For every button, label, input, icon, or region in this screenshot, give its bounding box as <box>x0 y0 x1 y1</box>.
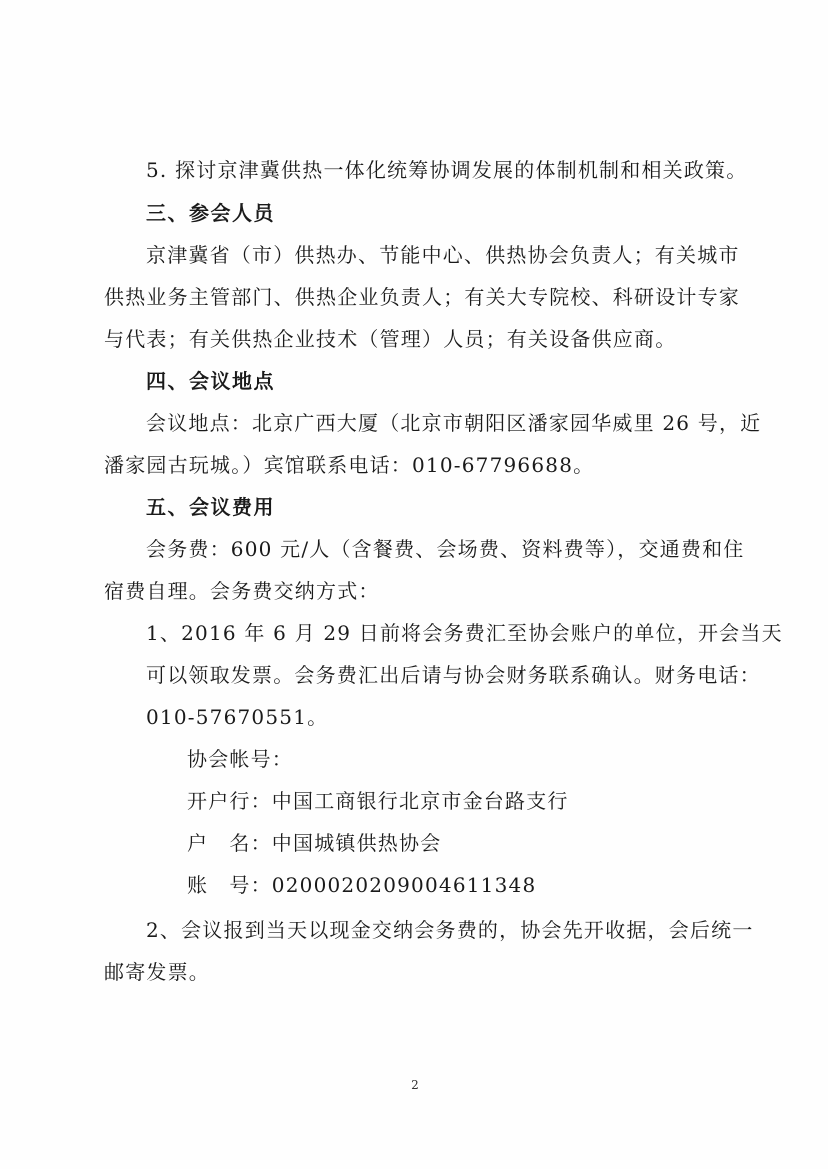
payment-item-2-line-2: 邮寄发票。 <box>104 960 210 984</box>
payment-item-1-line-2: 可以领取发票。会务费汇出后请与协会财务联系确认。财务电话： <box>146 663 761 687</box>
attendees-paragraph-line-2: 供热业务主管部门、供热企业负责人；有关大专院校、科研设计专家 <box>104 285 740 309</box>
venue-paragraph-line-1: 会议地点：北京广西大厦（北京市朝阳区潘家园华威里 26 号，近 <box>146 411 762 435</box>
bank-account-label: 协会帐号： <box>187 747 293 771</box>
section-heading-attendees: 三、参会人员 <box>146 201 275 225</box>
page-number: 2 <box>411 1078 419 1092</box>
fees-paragraph-line-1: 会务费：600 元/人（含餐费、会场费、资料费等），交通费和住 <box>146 537 745 561</box>
venue-paragraph-line-2: 潘家园古玩城。）宾馆联系电话：010-67796688。 <box>104 453 595 477</box>
attendees-paragraph-line-1: 京津冀省（市）供热办、节能中心、供热协会负责人；有关城市 <box>146 243 740 267</box>
payment-item-1-line-1: 1、2016 年 6 月 29 日前将会务费汇至协会账户的单位，开会当天 <box>146 621 783 645</box>
attendees-paragraph-line-3: 与代表；有关供热企业技术（管理）人员；有关设备供应商。 <box>104 327 677 351</box>
account-number-line: 账 号：0200020209004611348 <box>187 873 537 897</box>
paragraph-item-5-policy: 5. 探讨京津冀供热一体化统筹协调发展的体制机制和相关政策。 <box>146 158 748 182</box>
payment-item-1-line-3: 010-57670551。 <box>146 705 329 729</box>
section-heading-venue: 四、会议地点 <box>146 369 275 393</box>
fees-paragraph-line-2: 宿费自理。会务费交纳方式： <box>104 579 380 603</box>
bank-name-line: 开户行：中国工商银行北京市金台路支行 <box>187 789 569 813</box>
account-holder-line: 户 名：中国城镇供热协会 <box>187 831 442 855</box>
payment-item-2-line-1: 2、会议报到当天以现金交纳会务费的，协会先开收据，会后统一 <box>146 918 754 942</box>
section-heading-fees: 五、会议费用 <box>146 495 275 519</box>
